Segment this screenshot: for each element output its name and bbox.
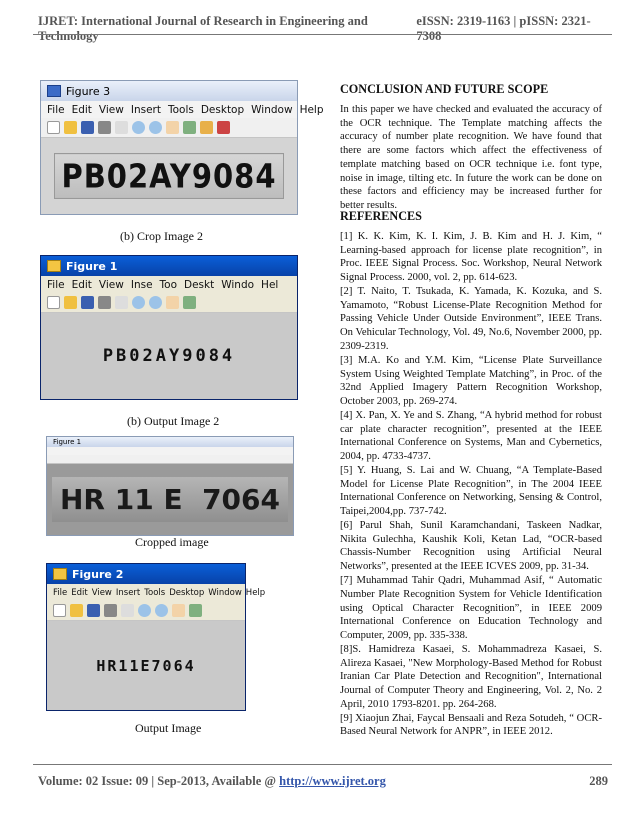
references-heading: REFERENCES — [340, 209, 422, 223]
print-icon[interactable] — [98, 121, 111, 134]
caption-cropped-image: Cropped image — [135, 535, 209, 549]
menu-bar — [41, 276, 297, 293]
plate-image: PB02AY9084 — [54, 153, 283, 199]
rotate-icon[interactable] — [183, 296, 196, 309]
pan-icon[interactable] — [166, 296, 179, 309]
reference-item: [2] T. Naito, T. Tsukada, K. Yamada, K. Kozuka, and S. Yamamoto, “Robust License-Plate Recognition Method for Passing Vehicle Under Outside Environment”, IEEE Trans. On Vehicular Technology, Vol. 49, No.6, November 2000, pp. 2309-2319. — [340, 285, 602, 352]
save-icon[interactable] — [81, 296, 94, 309]
new-file-icon[interactable] — [47, 296, 60, 309]
issn: eISSN: 2319-1163 | pISSN: 2321-7308 — [416, 14, 591, 43]
pointer-icon[interactable] — [115, 296, 128, 309]
figure-icon — [47, 85, 61, 97]
page-number: 289 — [589, 774, 608, 788]
menu-view[interactable]: View — [91, 587, 112, 598]
pan-icon[interactable] — [166, 121, 179, 134]
toolbar — [47, 455, 293, 464]
menu-tools[interactable]: Too — [159, 278, 178, 291]
menu-file[interactable]: File — [47, 278, 65, 291]
save-icon[interactable] — [81, 121, 94, 134]
menu-edit[interactable]: Edit — [71, 103, 92, 116]
reference-item: [1] K. K. Kim, K. I. Kim, J. B. Kim and H. J. Kim, “ Learning-based approach for license plate recognition”, in Proc. IEEE Signal Process. Soc. Workshop, Neural Network Signal Process. 2000, vol. 2, pp. 614-623. — [340, 230, 602, 284]
menu-bar — [47, 447, 293, 455]
pointer-icon[interactable] — [121, 604, 134, 617]
reference-item: [4] X. Pan, X. Ye and S. Zhang, “A hybrid method for robust car plate character recognition”, presented at the IEEE International Conference on Systems, Man and Cybernetics, 2004, pp. 4733-4737. — [340, 409, 602, 463]
menu-help[interactable]: Hel — [261, 278, 279, 291]
toolbar — [47, 601, 245, 621]
figure-canvas — [41, 313, 297, 399]
menu-edit[interactable]: Edit — [71, 278, 92, 291]
menu-edit[interactable]: Edit — [71, 587, 88, 598]
menu-view[interactable]: View — [98, 103, 124, 116]
print-icon[interactable] — [104, 604, 117, 617]
zoom-out-icon[interactable] — [149, 121, 162, 134]
data-cursor-icon[interactable] — [200, 121, 213, 134]
toolbar — [41, 293, 297, 313]
toolbar — [41, 118, 297, 138]
menu-help[interactable]: Help — [245, 587, 266, 598]
zoom-in-icon[interactable] — [138, 604, 151, 617]
brush-icon[interactable] — [217, 121, 230, 134]
menu-insert[interactable]: Insert — [115, 587, 141, 598]
figure-canvas — [47, 464, 293, 535]
rotate-icon[interactable] — [189, 604, 202, 617]
menu-tools[interactable]: Tools — [167, 103, 194, 116]
menu-view[interactable]: View — [98, 278, 124, 291]
menu-insert[interactable]: Inse — [130, 278, 153, 291]
conclusion-heading: CONCLUSION AND FUTURE SCOPE — [340, 82, 549, 96]
reference-item: [8]S. Hamidreza Kasaei, S. Mohammadreza Kasaei, S. Alireza Kasaei, "New Morphology-Based Method for Robust Iranian Car Plate Detection and Recognition", International Journal of Computer Theory and Engineering, Vol. 2, No. 2 April, 2010 1793-8201. pp. 264-268. — [340, 643, 602, 710]
zoom-out-icon[interactable] — [149, 296, 162, 309]
menu-help[interactable]: Help — [299, 103, 324, 116]
caption-output-image: Output Image — [135, 721, 202, 735]
zoom-in-icon[interactable] — [132, 296, 145, 309]
figure-window-crop-2 — [40, 80, 324, 215]
zoom-in-icon[interactable] — [132, 121, 145, 134]
open-folder-icon[interactable] — [64, 296, 77, 309]
menu-desktop[interactable]: Deskt — [184, 278, 215, 291]
print-icon[interactable] — [98, 296, 111, 309]
figure-window-cropped — [46, 436, 294, 536]
menu-file[interactable]: File — [53, 587, 68, 598]
plate-image: HR 11 E 7064 — [52, 477, 288, 522]
save-icon[interactable] — [87, 604, 100, 617]
menu-tools[interactable]: Tools — [144, 587, 166, 598]
menu-window[interactable]: Window — [208, 587, 242, 598]
figure-window-output — [46, 563, 266, 711]
caption-crop-image-2: (b) Crop Image 2 — [120, 229, 203, 243]
figure-canvas — [41, 138, 297, 214]
menu-insert[interactable]: Insert — [130, 103, 161, 116]
page-footer — [38, 774, 608, 789]
menu-desktop[interactable]: Desktop — [169, 587, 205, 598]
menu-bar — [47, 584, 266, 601]
journal-link[interactable]: http://www.ijret.org — [279, 774, 386, 788]
reference-item: [3] M.A. Ko and Y.M. Kim, “License Plate Surveillance System Using Weighted Template Matching”, in Proc. of the 32nd Applied Imagery Pattern Recognition Workshop, October 2003, pp. 269-274. — [340, 354, 602, 408]
reference-item: [6] Parul Shah, Sunil Karamchandani, Taskeen Nadkar, Nikita Gulechha, Kaushik Koli, Ketan Lad, “OCR-based Chassis-Number Recognition using Artificial Neural Networks”, presented at the IEEE ICVES 2009, pp. 31-34. — [340, 519, 602, 573]
open-folder-icon[interactable] — [64, 121, 77, 134]
reference-item: [5] Y. Huang, S. Lai and W. Chuang, “A Template-Based Model for License Plate Recognition”, in The 2004 IEEE International Conference on Networking, Sensing & Control, Taipei,2004,pp. 737-742. — [340, 464, 602, 518]
menu-desktop[interactable]: Desktop — [200, 103, 245, 116]
pointer-icon[interactable] — [115, 121, 128, 134]
reference-item: [7] Muhammad Tahir Qadri, Muhammad Asif, “ Automatic Number Plate Recognition System for Vehicle Identification using Optical Character Recognition”, in IEEE 2009 International Conference on Education Technology and Computer, 2009, pp. 335-338. — [340, 575, 602, 642]
new-file-icon[interactable] — [53, 604, 66, 617]
window-titlebar: Figure 1 — [47, 437, 293, 447]
page-header — [38, 14, 608, 44]
window-titlebar: Figure 2 — [47, 564, 245, 584]
new-file-icon[interactable] — [47, 121, 60, 134]
menu-window[interactable]: Windo — [221, 278, 255, 291]
window-titlebar: Figure 3 — [41, 81, 297, 101]
footer-rule — [33, 764, 612, 765]
recognized-plate-text: HR11E7064 — [96, 656, 196, 675]
header-rule — [33, 34, 612, 35]
menu-file[interactable]: File — [47, 103, 65, 116]
references-section — [340, 209, 602, 739]
figure-icon — [53, 568, 67, 580]
window-titlebar: Figure 1 — [41, 256, 297, 276]
caption-output-image-2: (b) Output Image 2 — [127, 414, 220, 428]
menu-window[interactable]: Window — [251, 103, 293, 116]
rotate-icon[interactable] — [183, 121, 196, 134]
menu-bar — [41, 101, 324, 118]
journal-title: IJRET: International Journal of Research in Engineering and Technology — [38, 14, 368, 43]
footer-volume: Volume: 02 Issue: 09 | Sep-2013, Available @ http://www.ijret.org — [38, 774, 386, 788]
pan-icon[interactable] — [172, 604, 185, 617]
figure-canvas — [47, 621, 245, 710]
recognized-plate-text: PB02AY9084 — [102, 346, 236, 366]
figure-window-output-2 — [40, 255, 298, 400]
zoom-out-icon[interactable] — [155, 604, 168, 617]
open-folder-icon[interactable] — [70, 604, 83, 617]
conclusion-section — [340, 82, 602, 213]
figure-icon — [47, 260, 61, 272]
conclusion-body: In this paper we have checked and evaluated the accuracy of the OCR technique. The Template matching affects the accuracy of number plate recognition. We have found that there are some factors which affect the effectiveness of template matching based on OCR technique i.e. font type, noise in image, tilting etc. In future the work can be done on these factors and efficiency may be increased further for better results. — [340, 103, 602, 212]
reference-item: [9] Xiaojun Zhai, Faycal Bensaali and Reza Sotudeh, “ OCR-Based Neural Network for ANPR”, in IEEE 2012. — [340, 712, 602, 738]
